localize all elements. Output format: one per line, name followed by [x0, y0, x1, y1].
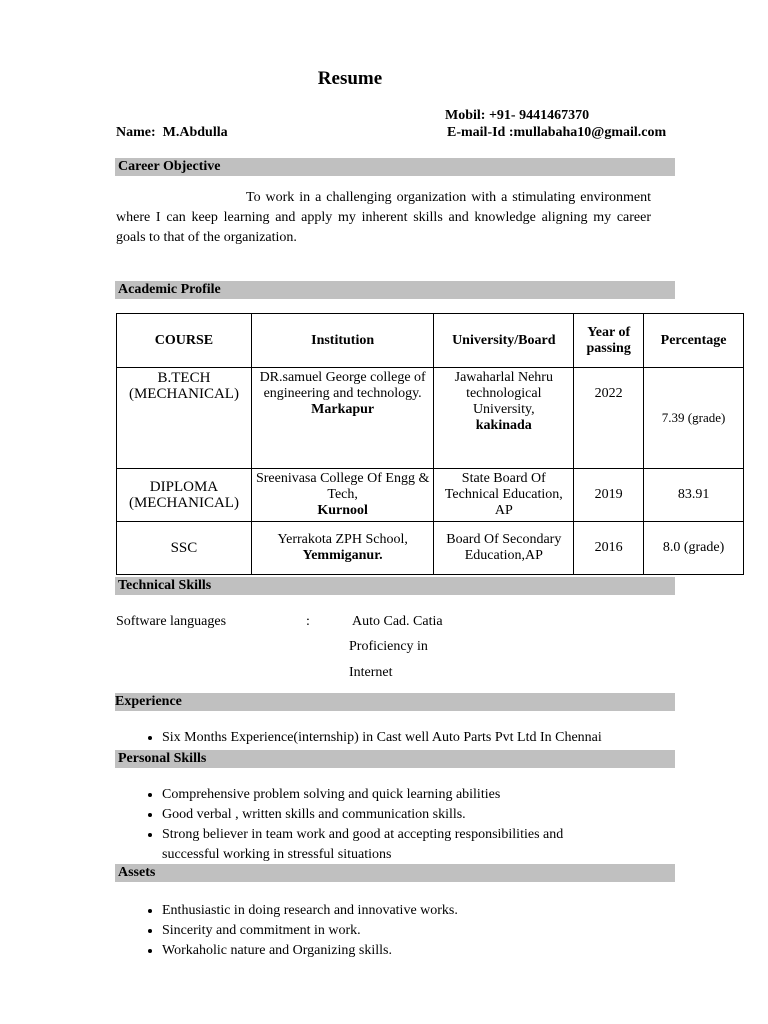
header-university: University/Board [434, 314, 574, 368]
list-item: • Strong believer in team work and good at accepting responsibilities and successful working in stressful situations [162, 825, 602, 865]
name-line [116, 125, 228, 141]
percentage-cell: 7.39 (grade) [644, 368, 744, 469]
institution-cell [251, 522, 433, 575]
course-cell: SSC [117, 522, 252, 575]
email-address: E-mail-Id :mullabaha10@gmail.com [447, 125, 667, 140]
resume-title: Resume [317, 68, 383, 89]
list-item: • Comprehensive problem solving and quick learning abilities [162, 785, 602, 805]
career-objective-body: To work in a challenging organization with a stimulating environment where I can keep learning and apply my inherent skills and knowledge aligning my career goals to that of the organization. [116, 190, 651, 245]
candidate-name: M.Abdulla [162, 125, 228, 140]
course-cell: B.TECH (MECHANICAL) [117, 368, 252, 469]
course-cell: DIPLOMA (MECHANICAL) [117, 469, 252, 522]
university-cell [434, 368, 574, 469]
technical-skills-heading: Technical Skills [115, 577, 675, 595]
institution-name: Sreenivasa College Of Engg & Tech, [255, 471, 430, 502]
institution-city: Markapur [311, 402, 375, 417]
list-item: • Six Months Experience(internship) in Cast well Auto Parts Pvt Ltd In Chennai [162, 728, 602, 748]
personal-skills-heading: Personal Skills [115, 750, 675, 768]
header-institution: Institution [251, 314, 433, 368]
name-label: Name: [116, 125, 156, 140]
university-name: Jawaharlal Nehru technological University, [454, 370, 553, 417]
table-row [117, 522, 744, 575]
software-languages-label: Software languages [116, 614, 227, 629]
experience-list [116, 728, 602, 748]
percentage-cell: 83.91 [644, 469, 744, 522]
academic-profile-heading: Academic Profile [115, 281, 675, 299]
institution-cell [251, 368, 433, 469]
assets-heading: Assets [115, 864, 675, 882]
institution-name: DR.samuel George college of engineering and technology. [259, 370, 426, 401]
career-objective-heading: Career Objective [115, 158, 675, 176]
year-cell: 2022 [574, 368, 644, 469]
institution-cell [251, 469, 433, 522]
software-languages-colon: : [306, 614, 310, 629]
header-course: COURSE [117, 314, 252, 368]
list-item: • Enthusiastic in doing research and innovative works. [162, 901, 458, 921]
institution-name: Yerrakota ZPH School, [277, 532, 408, 547]
mobile-number: Mobil: +91- 9441467370 [445, 108, 590, 123]
university-city: kakinada [475, 418, 532, 433]
year-cell: 2016 [574, 522, 644, 575]
software-skill-line-2: Proficiency in [349, 639, 428, 654]
table-row [117, 368, 744, 469]
software-skill-line-3: Internet [349, 665, 393, 680]
list-item: • Workaholic nature and Organizing skills. [162, 941, 458, 961]
list-item: • Sincerity and commitment in work. [162, 921, 458, 941]
software-skill-line-1: Auto Cad. Catia [352, 614, 443, 629]
assets-list [116, 901, 458, 961]
experience-heading: Experience [115, 693, 675, 711]
institution-city: Kurnool [317, 503, 368, 518]
list-item: • Good verbal , written skills and communication skills. [162, 805, 602, 825]
personal-skills-list [116, 785, 602, 865]
table-header-row [117, 314, 744, 368]
academic-table [116, 313, 744, 575]
header-percentage: Percentage [644, 314, 744, 368]
university-cell: State Board Of Technical Education, AP [434, 469, 574, 522]
percentage-cell: 8.0 (grade) [644, 522, 744, 575]
table-row [117, 469, 744, 522]
year-cell: 2019 [574, 469, 644, 522]
career-objective-text [116, 188, 651, 248]
university-cell: Board Of Secondary Education,AP [434, 522, 574, 575]
header-year: Year of passing [574, 314, 644, 368]
institution-city: Yemmiganur. [302, 548, 383, 563]
